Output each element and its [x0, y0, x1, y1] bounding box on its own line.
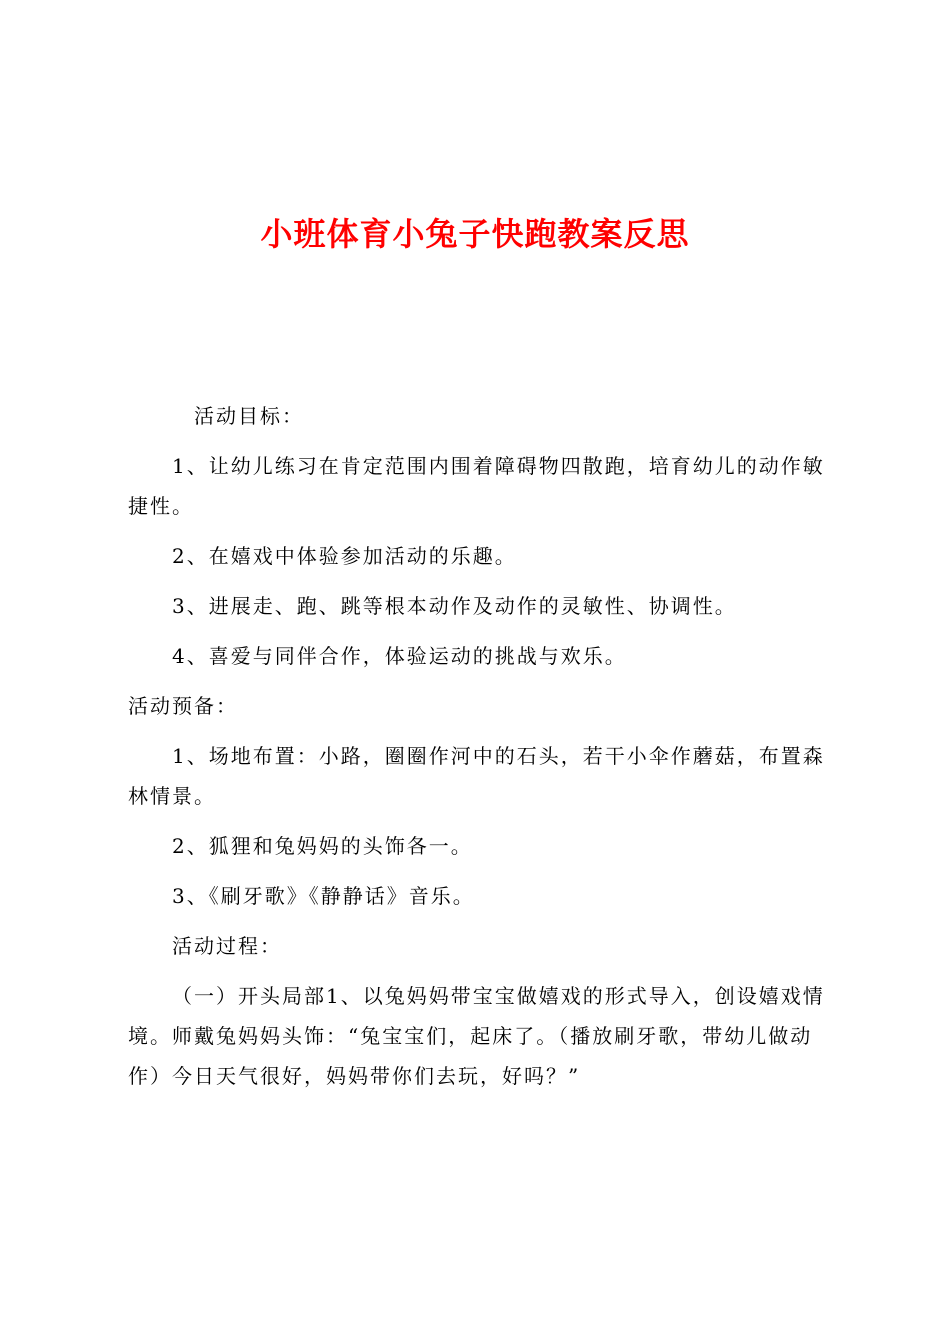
- preparation-item-1: 1、场地布置：小路，圈圈作河中的石头，若干小伞作蘑菇，布置森林情景。: [128, 744, 825, 808]
- document-body: [128, 396, 830, 1106]
- goal-item-3: 3、进展走、跑、跳等根本动作及动作的灵敏性、协调性。: [172, 594, 737, 618]
- document-title: 小班体育小兔子快跑教案反思: [260, 215, 690, 253]
- section-heading-goals: 活动目标：: [194, 404, 304, 428]
- process-item-1: （一）开头局部1、以兔妈妈带宝宝做嬉戏的形式导入，创设嬉戏情境。师戴兔妈妈头饰：“兔宝宝们，起床了。（播放刷牙歌，带幼儿做动作）今日天气很好，妈妈带你们去玩，好吗？”: [128, 984, 825, 1088]
- section-heading-preparation: 活动预备：: [128, 694, 238, 718]
- preparation-item-2: 2、狐狸和兔妈妈的头饰各一。: [172, 834, 473, 858]
- preparation-item-3: 3、《刷牙歌》《静静话》音乐。: [172, 884, 475, 908]
- goal-item-2: 2、在嬉戏中体验参加活动的乐趣。: [172, 544, 517, 568]
- section-heading-process: 活动过程：: [172, 934, 282, 958]
- goal-item-4: 4、喜爱与同伴合作，体验运动的挑战与欢乐。: [172, 644, 627, 668]
- goal-item-1: 1、让幼儿练习在肯定范围内围着障碍物四散跑，培育幼儿的动作敏捷性。: [128, 454, 825, 518]
